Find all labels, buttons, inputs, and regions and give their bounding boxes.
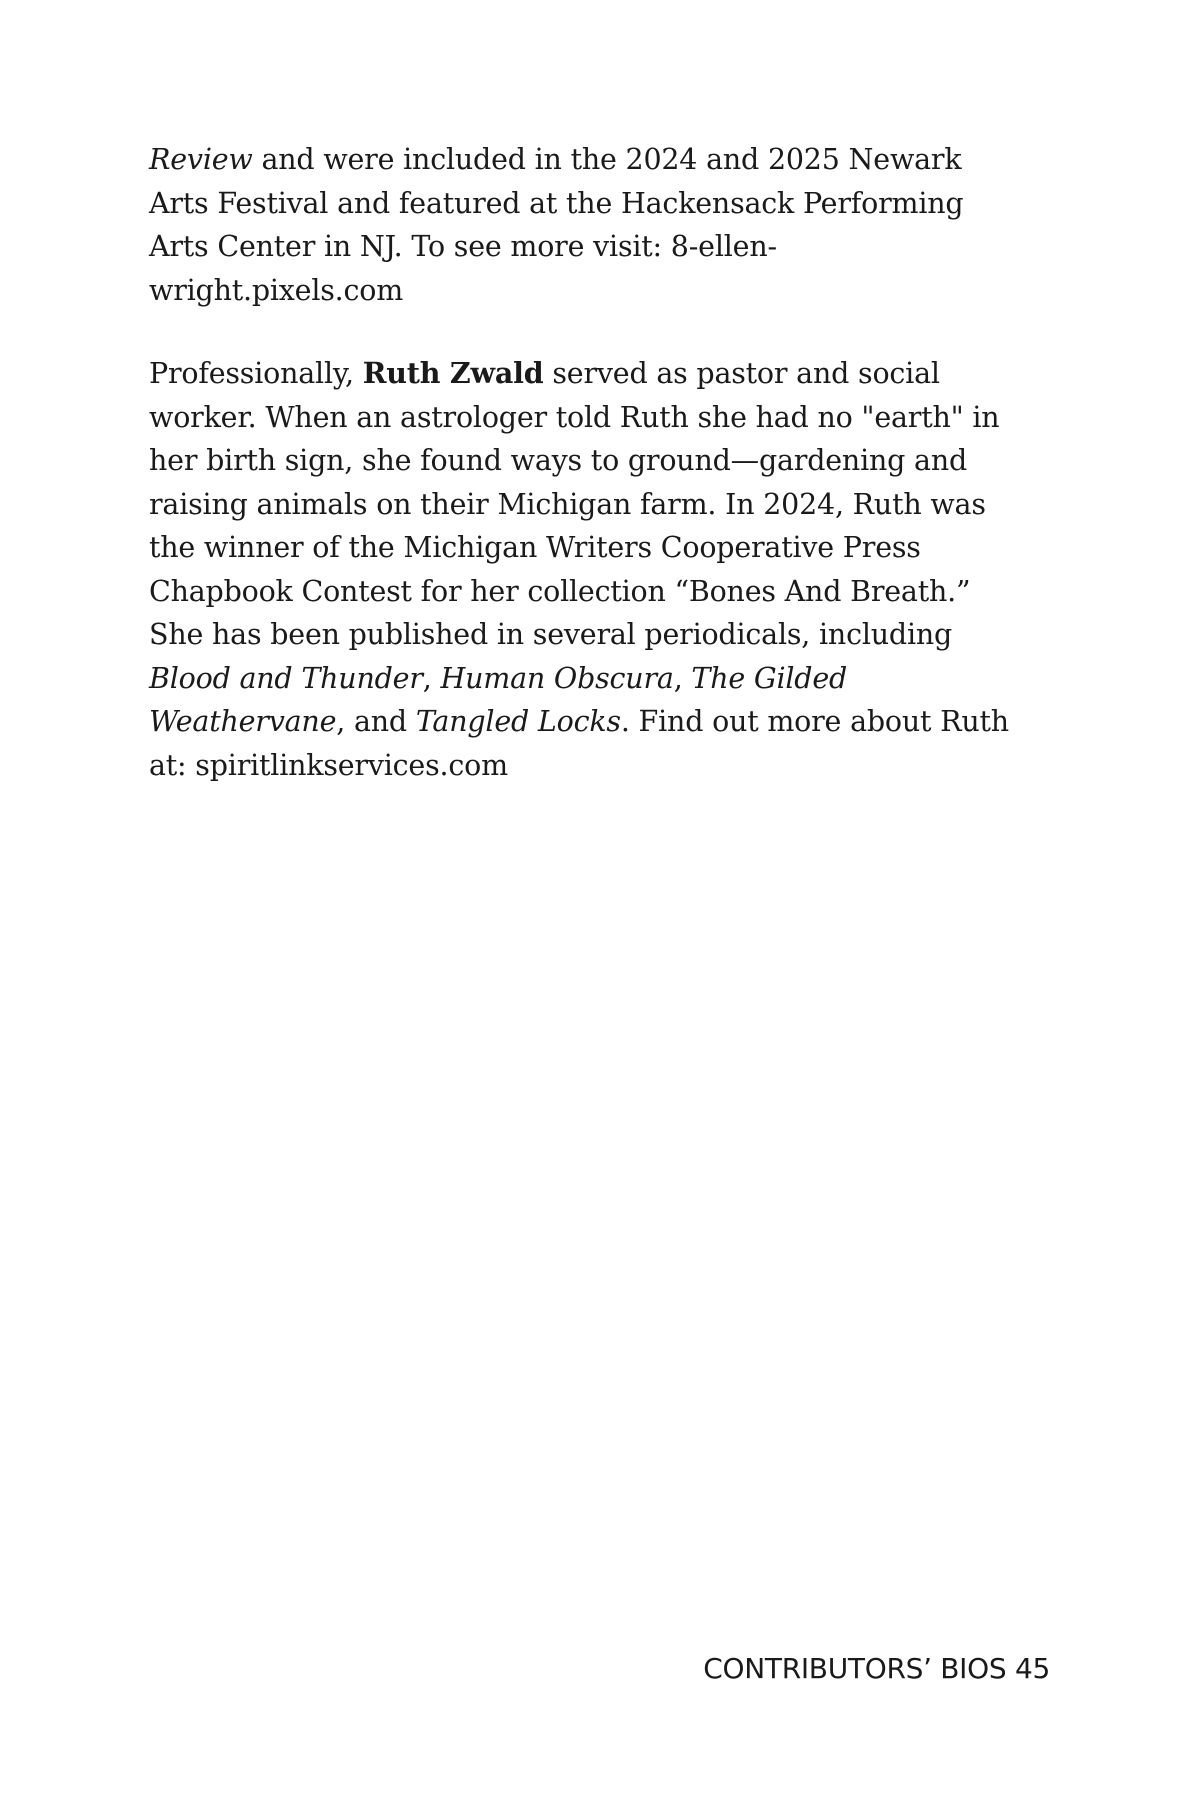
publication-title: Review [149,143,253,176]
text-line: Blood and Thunder, Human Obscura, The Gilded [149,661,848,695]
text-line: Professionally, Ruth Zwald served as pastor and social [149,356,940,390]
page-footer: CONTRIBUTORS’ BIOS 45 [703,1652,1050,1685]
bio-paragraph-ellen-wright [149,138,1059,312]
text-line: Arts Center in NJ. To see more visit: 8-ellen- [149,230,777,263]
publication-title: Tangled Locks [415,705,621,738]
text-line: Arts Festival and featured at the Hackensack Performing [149,186,964,220]
text-line: her birth sign, she found ways to ground—gardening and [149,444,968,477]
text-line: Weathervane, and Tangled Locks. Find out more about Ruth [149,705,1009,738]
text-line: Chapbook Contest for her collection “Bones And Breath.” [149,574,971,608]
bio-paragraph-ruth-zwald [149,352,1059,787]
website-text: wright.pixels.com [149,273,404,307]
text-line: the winner of the Michigan Writers Cooperative Press [149,531,921,564]
publication-title: Human Obscura [440,661,674,695]
publication-title: Blood and Thunder [149,661,423,695]
text-line: She has been published in several periodicals, including [149,618,953,651]
website-text: at: spiritlinkservices.com [149,748,508,782]
text-line: raising animals on their Michigan farm. In 2024, Ruth was [149,487,986,521]
contributor-name: Ruth Zwald [362,356,544,390]
text-line: Review and were included in the 2024 and 2025 Newark [149,143,962,176]
publication-title: The Gilded [691,661,848,695]
publication-title: Weathervane [149,705,337,738]
text-line: worker. When an astrologer told Ruth she had no "earth" in [149,400,1000,434]
